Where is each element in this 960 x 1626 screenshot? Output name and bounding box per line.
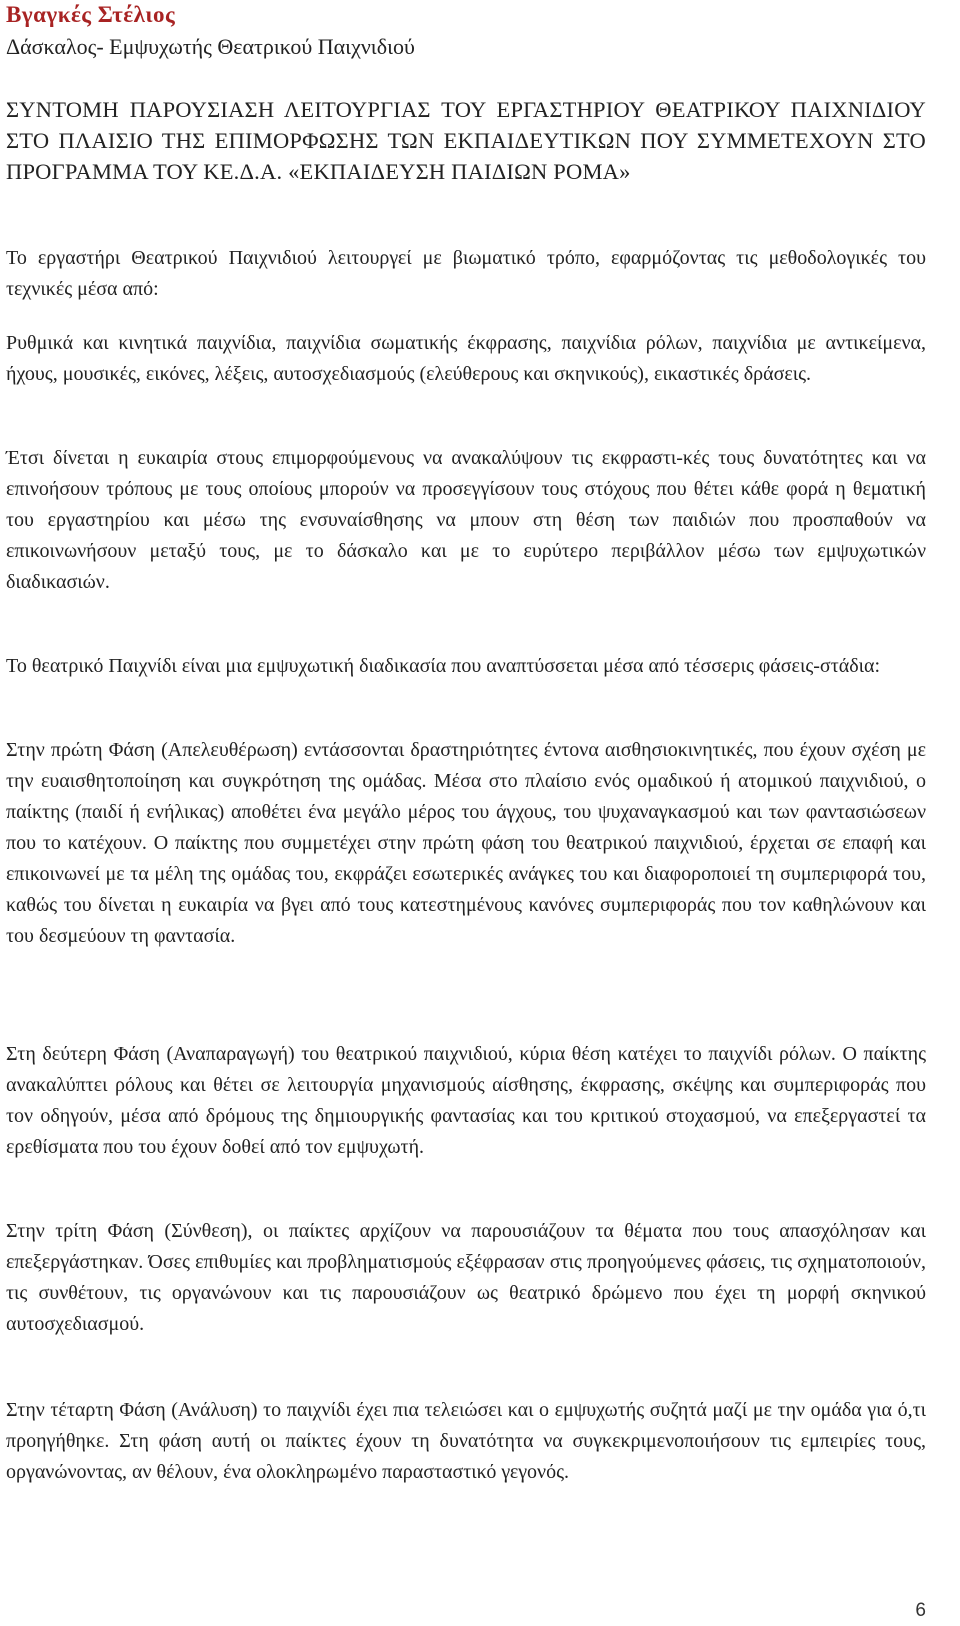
- paragraph-intro: Το εργαστήρι Θεατρικού Παιχνιδιού λειτουργεί με βιωματικό τρόπο, εφαρμόζοντας τις μεθοδολογικές του τεχνικές μέσα από:: [6, 247, 926, 300]
- document-title: ΣΥΝΤΟΜΗ ΠΑΡΟΥΣΙΑΣΗ ΛΕΙΤΟΥΡΓΙΑΣ ΤΟΥ ΕΡΓΑΣΤΗΡΙΟΥ ΘΕΑΤΡΙΚΟΥ ΠΑΙΧΝΙΔΙΟΥ ΣΤΟ ΠΛΑΙΣΙΟ ΤΗΣ ΕΠΙΜΟΡΦΩΣΗΣ ΤΩΝ ΕΚΠΑΙΔΕΥΤΙΚΩΝ ΠΟΥ ΣΥΜΜΕΤΕΧΟΥΝ ΣΤΟ ΠΡΟΓΡΑΜΜΑ ΤΟΥ ΚΕ.Δ.Α. «ΕΚΠΑΙΔΕΥΣΗ ΠΑΙΔΙΩΝ ΡΟΜΑ»: [6, 97, 926, 184]
- author-name: Βγαγκές Στέλιος: [6, 2, 176, 27]
- paragraph-opportunity: Έτσι δίνεται η ευκαιρία στους επιμορφούμενους να ανακαλύψουν τις εκφραστι-κές τους δυνατότητες και να επινοήσουν τρόπους με τους οποίους μπορούν να προσεγγίσουν τους στόχους που θέτει κάθε φορά η θεματική του εργαστηρίου και μέσω της ενσυναίσθησης να μπουν στη θέση των παιδιών που προσπαθούν να επικοινωνήσουν μεταξύ τους, με το δάσκαλο και με το ευρύτερο περιβάλλον μέσω των εμψυχωτικών διαδικασιών.: [6, 447, 926, 593]
- page-number: 6: [915, 1600, 926, 1621]
- paragraph-activities: Ρυθμικά και κινητικά παιχνίδια, παιχνίδια σωματικής έκφρασης, παιχνίδια ρόλων, παιχνίδια με αντικείμενα, ήχους, μουσικές, εικόνες, λέξεις, αυτοσχεδιασμούς (ελεύθερους και σκηνικούς), εικαστικές δράσεις.: [6, 332, 926, 385]
- paragraph-phase-one: Στην πρώτη Φάση (Απελευθέρωση) εντάσσονται δραστηριότητες έντονα αισθησιοκινητικές, που έχουν σχέση με την ευαισθητοποίηση και συγκρότηση της ομάδας. Μέσα στο πλαίσιο ενός ομαδικού ή ατομικού παιχνιδιού, ο παίκτης (παιδί ή ενήλικας) αποθέτει ένα μεγάλο μέρος του άγχους, του ψυχαναγκασμού και των φαντασιώσεων που το κατέχουν. Ο παίκτης που συμμετέχει στην πρώτη φάση του θεατρικού παιχνιδιού, έρχεται σε επαφή και επικοινωνεί με τα μέλη της ομάδας του, εκφράζει εσωτερικές ανάγκες του και διαφοροποιεί τη συμπεριφορά του, καθώς του δίνεται η ευκαιρία να βγει από τους κατεστημένους κανόνες συμπεριφοράς που τον καθηλώνουν και του δεσμεύουν τη φαντασία.: [6, 739, 926, 947]
- author-role: Δάσκαλος- Εμψυχωτής Θεατρικού Παιχνιδιού: [6, 34, 415, 59]
- paragraph-phase-two: Στη δεύτερη Φάση (Αναπαραγωγή) του θεατρικού παιχνιδιού, κύρια θέση κατέχει το παιχνίδι ρόλων. Ο παίκτης ανακαλύπτει ρόλους και θέτει σε λειτουργία μηχανισμούς αίσθησης, έκφρασης, σκέψης και συμπεριφοράς που τον οδηγούν, μέσα από δρόμους της δημιουργικής φαντασίας και του κριτικού στοχασμού, να επεξεργαστεί τα ερεθίσματα που του έχουν δοθεί από τον εμψυχωτή.: [6, 1043, 926, 1158]
- paragraph-phase-four: Στην τέταρτη Φάση (Ανάλυση) το παιχνίδι έχει πια τελειώσει και ο εμψυχωτής συζητά μαζί με την ομάδα για ό,τι προηγήθηκε. Στη φάση αυτή οι παίκτες έχουν τη δυνατότητα να συγκεκριμενοποιήσουν τις εμπειρίες τους, οργανώνοντας, αν θέλουν, ένα ολοκληρωμένο παρασταστικό γεγονός.: [6, 1399, 926, 1483]
- paragraph-phase-three: Στην τρίτη Φάση (Σύνθεση), οι παίκτες αρχίζουν να παρουσιάζουν τα θέματα που τους απασχόλησαν και επεξεργάστηκαν. Όσες επιθυμίες και προβληματισμούς εξέφρασαν στις προηγούμενες φάσεις, τις σχηματοποιούν, τις συνθέτουν, τις οργανώνουν και τις παρουσιάζουν ως θεατρικό δρώμενο που έχει τη μορφή σκηνικού αυτοσχεδιασμού.: [6, 1220, 926, 1335]
- paragraph-phases-intro: Το θεατρικό Παιχνίδι είναι μια εμψυχωτική διαδικασία που αναπτύσσεται μέσα από τέσσερις φάσεις-στάδια:: [6, 655, 881, 677]
